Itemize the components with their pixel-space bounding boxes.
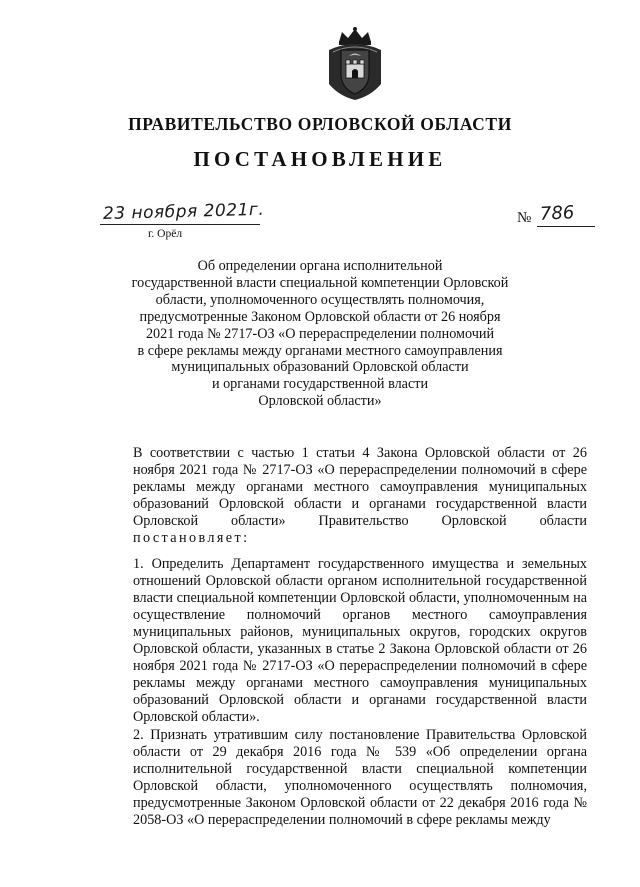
subject-line: и органами государственной власти [211, 376, 429, 393]
document-subject [120, 258, 520, 410]
number-underline [537, 226, 595, 227]
subject-line: Об определении органа исполнительной [197, 258, 443, 274]
subject-line: государственной власти специальной компетенции Орловской [131, 274, 509, 291]
subject-line: 2021 года № 2717-ОЗ «О перераспределении полномочий [145, 325, 495, 342]
subject-line: Орловской области» [258, 393, 382, 410]
subject-line: в сфере рекламы между органами местного самоуправления [137, 342, 503, 359]
item-1-paragraph: 1. Определить Департамент государственного имущества и земельных отношений Орловской области органом исполнительной государственной власти специальной компетенции Орловской области, уполномоченным на осуществление полномочий органов местного самоуправления муниципальных районов, муниципальных округов, городских округов Орловской области, указанных в статье 2 Закона Орловской области от 26 ноября 2021 года № 2717-ОЗ «О перераспределении полномочий в сфере рекламы между органами местного самоуправления муниципальных образований Орловской области и органами государственной власти Орловской области». [133, 556, 587, 725]
subject-line: области, уполномоченного осуществлять полномочия, [155, 291, 485, 308]
document-type: ПОСТАНОВЛЕНИЕ [193, 147, 447, 171]
number-label: № [517, 210, 532, 226]
subject-line: муниципальных образований Орловской области [171, 359, 469, 376]
item-2-paragraph: 2. Признать утратившим силу постановление Правительства Орловской области от 29 декабря 2016 года № 539 «Об определении органа исполнительной государственной власти специальной компетенции Орловской области, уполномоченного осуществлять полномочия, предусмотренные Законом Орловской области от 22 декабря 2016 года № 2058-ОЗ «О перераспределении полномочий в сфере рекламы между [133, 727, 587, 828]
subject-line: предусмотренные Законом Орловской области от 26 ноября [139, 308, 501, 325]
document-date: 23 ноября 2021г. [102, 199, 265, 224]
preamble-verb: постановляет: [133, 530, 250, 546]
document-body [95, 445, 587, 829]
preamble-paragraph [95, 445, 587, 547]
document-number: 786 [539, 202, 575, 225]
preamble-text: В соответствии с частью 1 статьи 4 Закона Орловской области от 26 ноября 2021 года № 2717-ОЗ «О перераспределении полномочий в сфере рекламы между органами местного самоуправления муниципальных образований Орловской области и органами государственной власти Орловской области» Правительство Орловской области [133, 445, 587, 529]
date-underline [100, 224, 260, 225]
government-title: ПРАВИТЕЛЬСТВО ОРЛОВСКОЙ ОБЛАСТИ [128, 114, 512, 134]
document-city: г. Орёл [148, 228, 183, 240]
coat-of-arms-icon [327, 26, 383, 102]
